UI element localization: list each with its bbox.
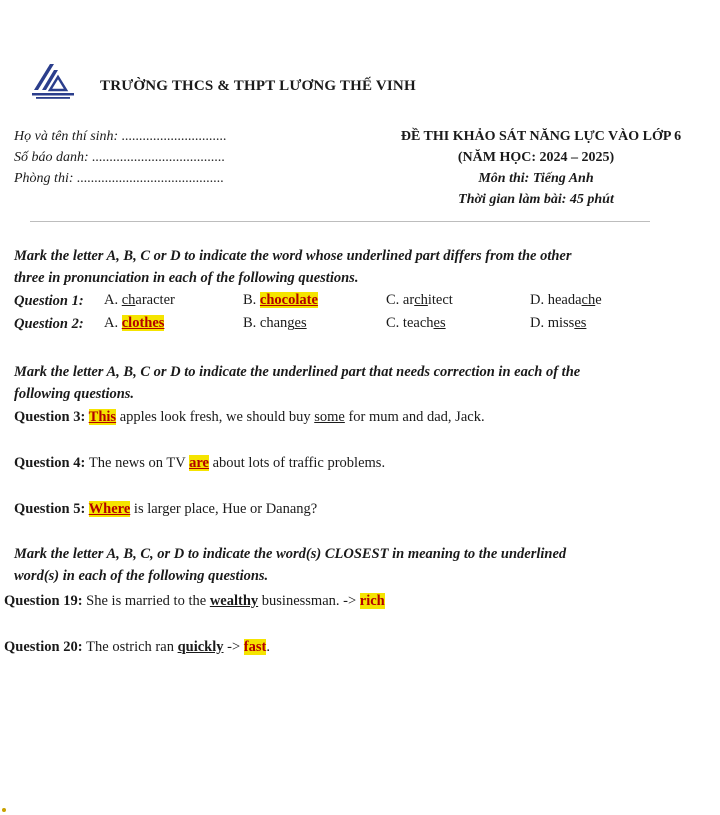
room-line: Phòng thi: .......................................... [14,171,224,186]
q1-option-c: C. architect [386,292,453,308]
duration: Thời gian làm bài: 45 phút [458,192,614,207]
school-year: (NĂM HỌC: 2024 – 2025) [457,150,615,165]
section2-instruction: Mark the letter A, B, C or D to indicate the underlined part that needs correction in each of the following questions. [14,364,581,402]
section1-instruction: Mark the letter A, B, C or D to indicate the word whose underlined part differs from the other three in pronunciation in each of the following questions. [14,248,572,286]
q1-option-d: D. headache [530,292,602,308]
divider [30,221,650,222]
q2-option-d: D. misses [530,315,587,331]
section3-instruction: Mark the letter A, B, C, or D to indicate the word(s) CLOSEST in meaning to the underlined word(s) in each of the following questions. [14,546,567,584]
corner-mark [2,808,6,812]
q1-option-b: B. chocolate [243,292,318,308]
q2-option-b: B. changes [243,315,307,331]
subject: Môn thi: Tiếng Anh [478,171,594,186]
candidate-info [14,126,227,189]
question-4: Question 4: The news on TV are about lots of traffic problems. [14,455,386,471]
question-19: Question 19: She is married to the wealthy businessman. -> rich [4,593,385,609]
exam-title: ĐỀ THI KHẢO SÁT NĂNG LỰC VÀO LỚP 6 [400,129,682,144]
question-1-label: Question 1: [14,293,84,309]
question-20: Question 20: The ostrich ran quickly -> fast. [4,639,270,655]
candidate-name-line: Họ và tên thí sinh: .............................. [14,129,227,144]
school-logo [30,60,76,100]
question-2-label: Question 2: [14,316,84,332]
question-5: Question 5: Where is larger place, Hue or Danang? [14,501,318,517]
school-name: TRƯỜNG THCS & THPT LƯƠNG THẾ VINH [100,78,416,94]
q2-option-a: A. clothes [104,315,165,331]
reg-number-line: Số báo danh: ...................................... [14,150,226,165]
exam-info [356,126,716,210]
q1-option-a: A. character [104,292,175,308]
q2-option-c: C. teaches [386,315,446,331]
question-3: Question 3: This apples look fresh, we should buy some for mum and dad, Jack. [14,409,485,425]
